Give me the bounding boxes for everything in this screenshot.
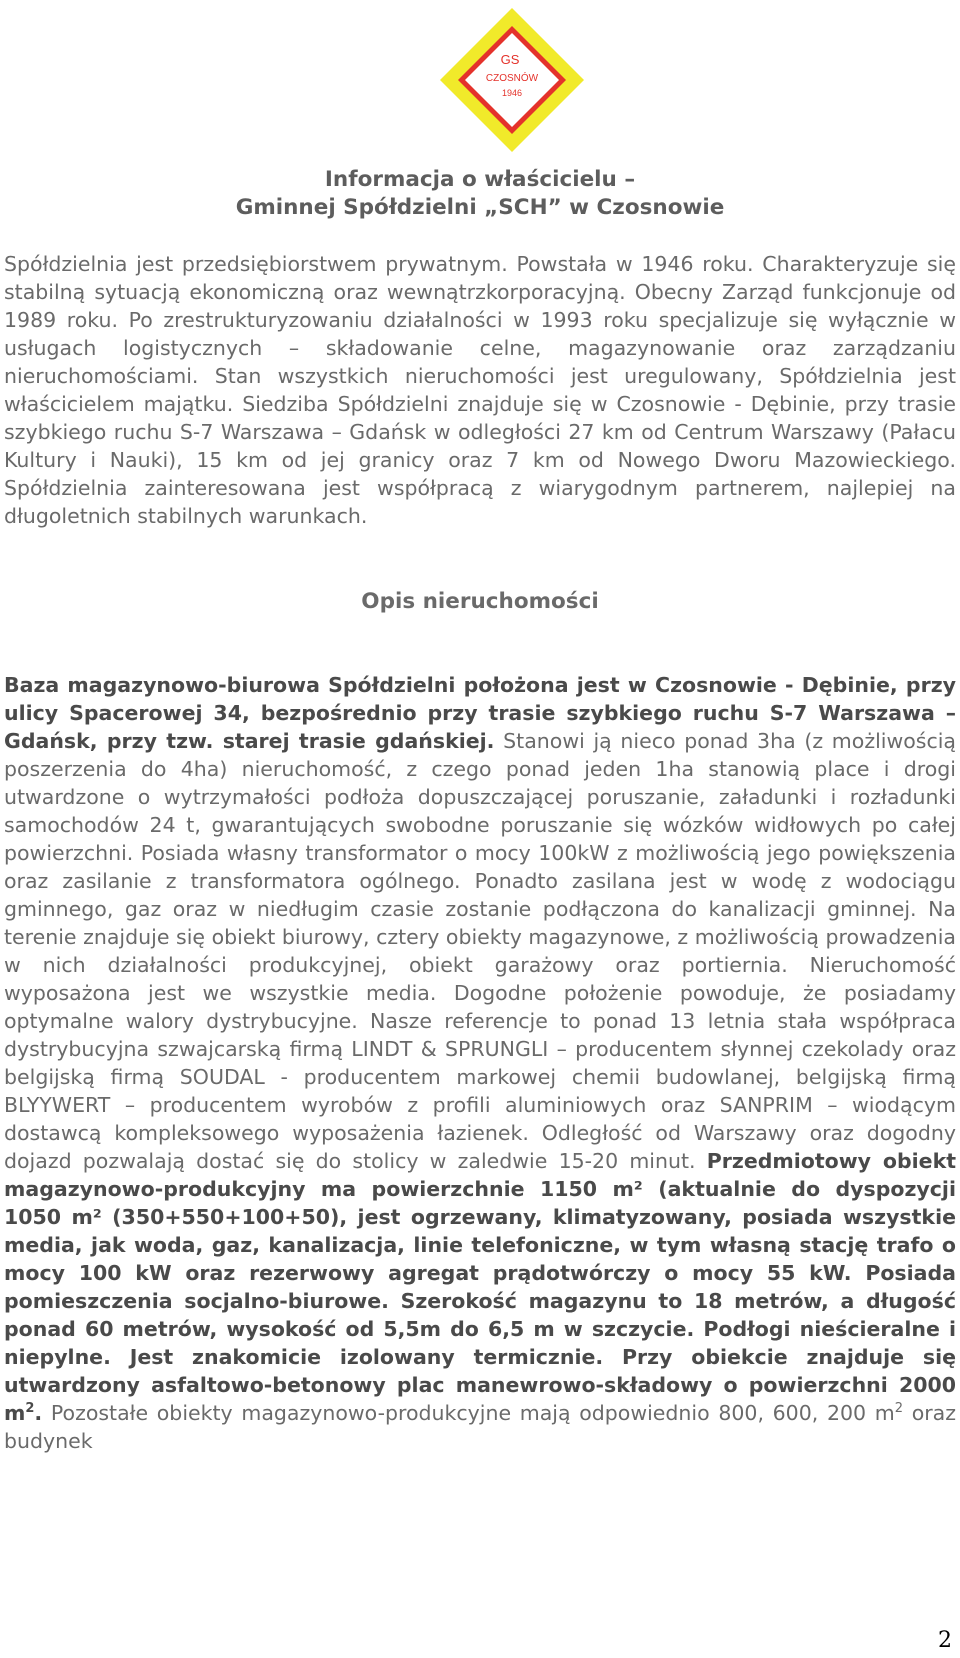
logo-text-czosnow: CZOSNÓW [485, 73, 539, 84]
superscript-2-tail: 2 [894, 1401, 904, 1417]
page-title-line-2: Gminnej Spółdzielni „SCH” w Czosnowie [235, 195, 725, 220]
description-text: Stanowi ją nieco ponad 3ha (z możliwością poszerzenia do 4ha) nieruchomość, z czego ponad jeden 1ha stanowią place i drogi utwardzone o wytrzymałości podłoża dopuszczającej poruszanie, załadunki i rozładunki samochodów 24 t, gwarantujących swobodne poruszanie się wózków widłowych po całej powierzchni. Posiada własny transformator o mocy 100kW z możliwością jego powiększenia oraz zasilanie z transformatora ogólnego. Ponadto zasilana jest w wodę z wodociągu gminnego, gaz oraz w niedługim czasie zostanie podłączona do kanalizacji gminnej. Na terenie znajduje się obiekt biurowy, cztery obiekty magazynowe, z możliwością prowadzenia w nich działalności produkcyjnej, obiekt garażowy oraz portiernia. Nieruchomość wyposażona jest we wszystkie media. Dogodne położenie powoduje, że posiadamy optymalne walory dystrybucyjne. Nasze referencje to ponad 13 letnia stała współpraca dystrybucyjna szwajcarską firmą LINDT & SPRUNGLI – producentem słynnej czekolady oraz belgijską firmą SOUDAL - producentem markowej chemii budowlanej, belgijską firmą BLYYWERT – producentem wyrobów z profili aluminiowych oraz SANPRIM – wiodącym dostawcą kompleksowego wyposażenia łazienek. Odległość od Warszawy oraz dogodny dojazd pozwalają dostać się do stolicy w zaledwie 15-20 minut. [4, 729, 956, 1173]
company-logo [438, 6, 586, 154]
page-title-line-1: Informacja o właścicielu – [324, 167, 636, 192]
intro-paragraph: Spółdzielnia jest przedsiębiorstwem prywatnym. Powstała w 1946 roku. Charakteryzuje się stabilną sytuacją ekonomiczną oraz wewnątrzkorporacyjną. Obecny Zarząd funkcjonuje od 1989 roku. Po zrestrukturyzowaniu działalności w 1993 roku specjalizuje się wyłącznie w usługach logistycznych – składowanie celne, magazynowanie oraz zarządzaniu nieruchomościami. Stan wszystkich nieruchomości jest uregulowany, Spółdzielnia jest właścicielem majątku. Siedziba Spółdzielni znajduje się w Czosnowie - Dębinie, przy trasie szybkiego ruchu S-7 Warszawa – Gdańsk w odległości 27 km od Centrum Warszawy (Pałacu Kultury i Nauki), 15 km od jej granicy oraz 7 km od Nowego Dworu Mazowieckiego. Spółdzielnia zainteresowana jest współpracą z wiarygodnym partnerem, najlepiej na długoletnich stabilnych warunkach. [4, 252, 956, 528]
logo-graphic [438, 6, 586, 154]
description-bold-intro: Baza magazynowo-biurowa Spółdzielni położona jest w Czosnowie - Dębinie, przy ulicy Spacerowej 34, bezpośrednio przy trasie szybkiego ruchu S-7 Warszawa – Gdańsk, przy tzw. starej trasie gdańskiej. [4, 673, 956, 753]
logo-text-gs: GS [500, 52, 520, 67]
description-text-tail: Pozostałe obiekty magazynowo-produkcyjne mają odpowiednio 800, 600, 200 m [42, 1401, 895, 1425]
logo-text-year: 1946 [501, 88, 523, 98]
property-description-paragraph [4, 671, 956, 1541]
description-bold-specs: Przedmiotowy obiekt magazynowo-produkcyjny ma powierzchnie 1150 m² (aktualnie do dyspozycji 1050 m² (350+550+100+50), jest ogrzewany, klimatyzowany, posiada wszystkie media, jak woda, gaz, kanalizacja, linie telefoniczne, w tym własną stację trafo o mocy 100 kW oraz rezerwowy agregat prądotwórczy o mocy 55 kW. Posiada pomieszczenia socjalno-biurowe. Szerokość magazynu to 18 metrów, a długość ponad 60 metrów, wysokość od 5,5m do 6,5 m w szczycie. Podłogi nieścieralne i niepylne. Jest znakomicie izolowany termicznie. Przy obiekcie znajduje się utwardzony asfaltowo-betonowy plac manewrowo-składowy o powierzchni 2000 m [4, 1149, 956, 1425]
description-text-end: oraz budynek [4, 1401, 957, 1453]
section-title: Opis nieruchomości [361, 589, 599, 614]
description-bold-end: . [34, 1401, 43, 1425]
superscript-2: 2 [25, 1401, 35, 1417]
page-number: 2 [938, 1628, 952, 1653]
